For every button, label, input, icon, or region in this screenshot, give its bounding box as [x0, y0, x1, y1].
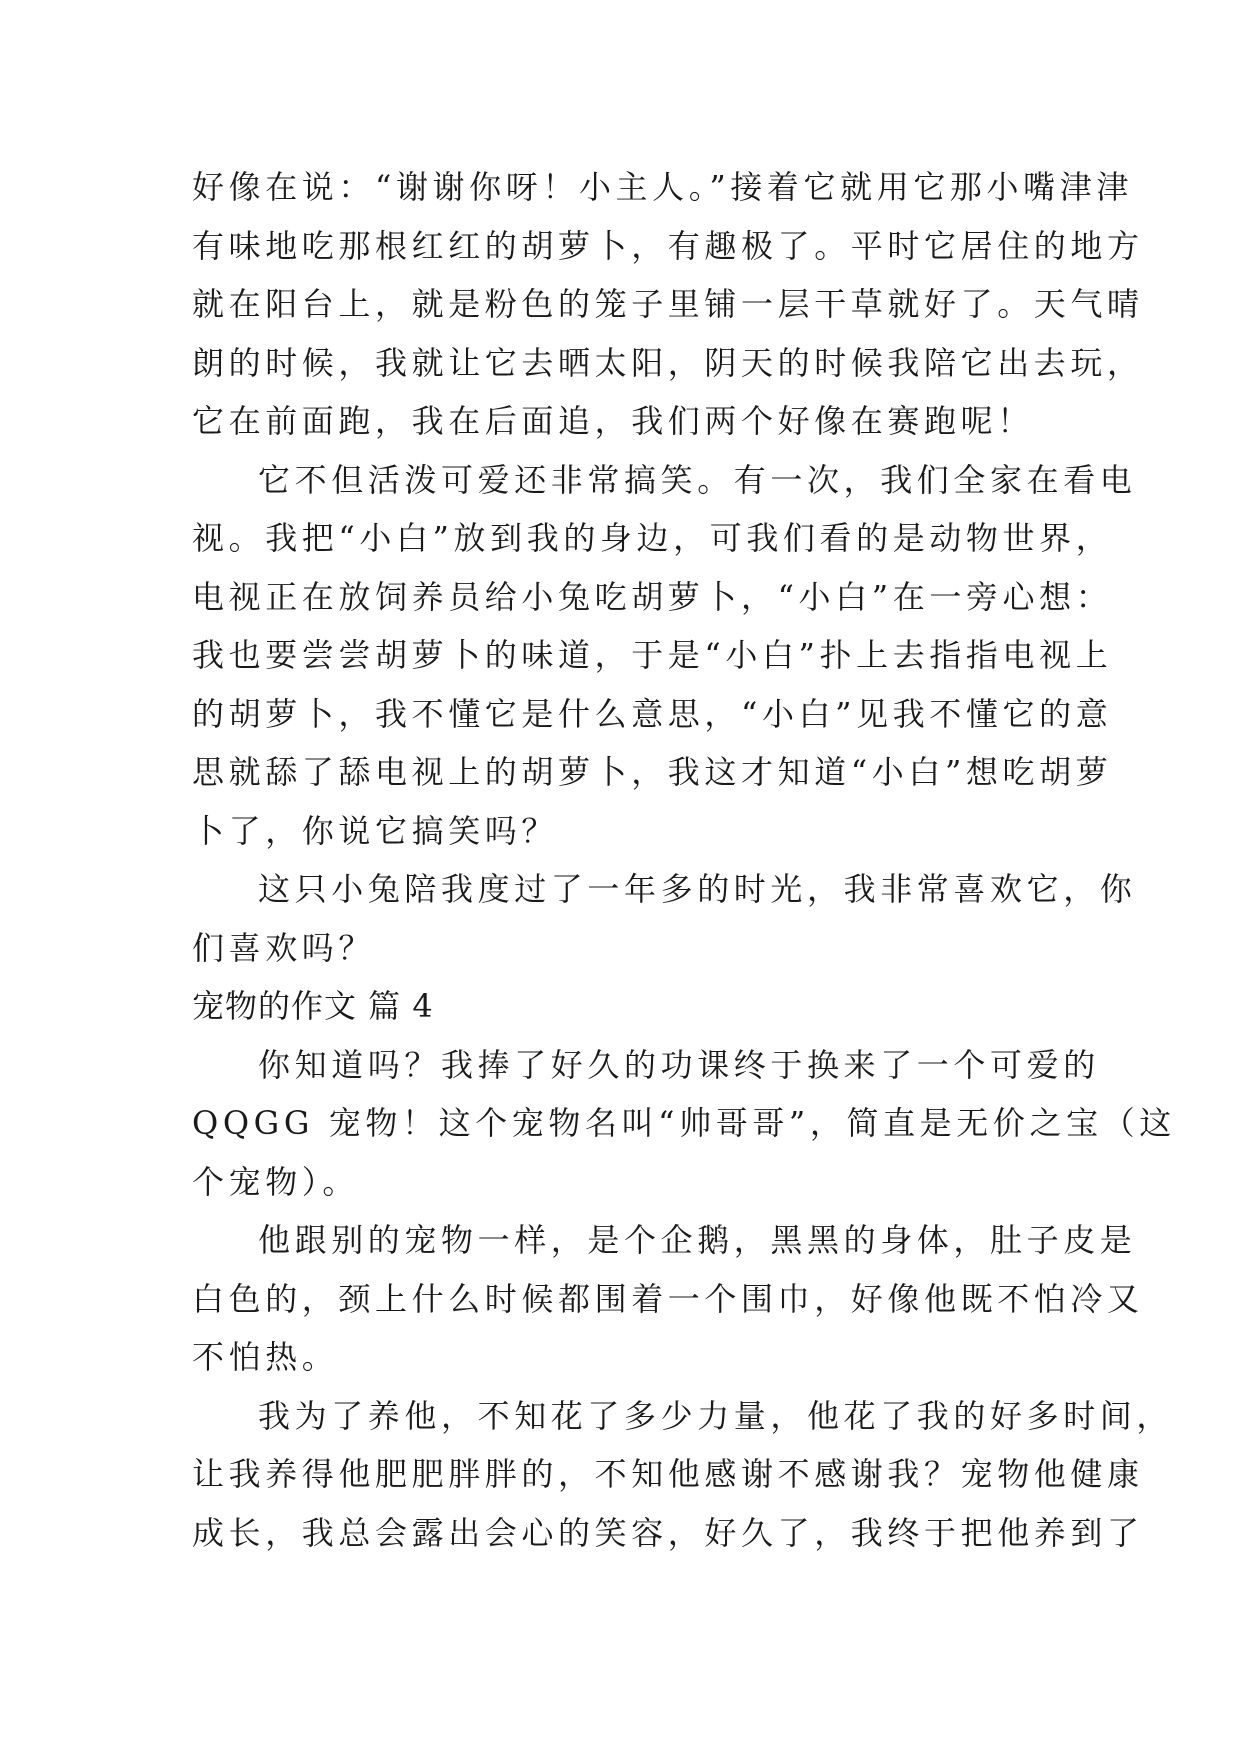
text-line: 思就舔了舔电视上的胡萝卜，我这才知道“小白”想吃胡萝 [192, 753, 1113, 791]
text-line: 成长，我总会露出会心的笑容，好久了，我终于把他养到了 [192, 1513, 1144, 1552]
section-heading: 宠物的作文 篇 4 [192, 987, 434, 1025]
paragraph-first-line: 这只小兔陪我度过了一年多的时光，我非常喜欢它，你 [258, 870, 1137, 908]
text-line: 它在前面跑，我在后面追，我们两个好像在赛跑呢！ [192, 402, 1034, 440]
text-line: 朗的时候，我就让它去晒太阳，阴天的时候我陪它出去玩， [192, 343, 1144, 382]
text-line: QQGG 宠物！这个宠物名叫“帅哥哥”，简直是无价之宝（这 [192, 1104, 1176, 1142]
text-line: 有味地吃那根红红的胡萝卜，有趣极了。平时它居住的地方 [192, 226, 1144, 265]
text-line: 卜了，你说它搞笑吗？ [192, 811, 559, 850]
text-line: 个宠物）。 [192, 1162, 360, 1201]
text-line: 白色的，颈上什么时候都围着一个围巾，好像他既不怕冷又 [192, 1279, 1144, 1318]
paragraph-first-line: 你知道吗？我捧了好久的功课终于换来了一个可爱的 [258, 1045, 1100, 1084]
text-line: 就在阳台上，就是粉色的笼子里铺一层干草就好了。天气晴 [192, 285, 1144, 323]
document-page [192, 158, 1176, 1562]
text-line: 电视正在放饲养员给小兔吃胡萝卜，“小白”在一旁心想： [192, 577, 1113, 616]
text-line: 让我养得他肥肥胖胖的，不知他感谢不感谢我？宠物他健康 [192, 1455, 1144, 1493]
text-line: 我也要尝尝胡萝卜的味道，于是“小白”扑上去指指电视上 [192, 636, 1113, 674]
paragraph-first-line: 他跟别的宠物一样，是个企鹅，黑黑的身体，肚子皮是 [258, 1221, 1137, 1259]
text-line: 视。我把“小白”放到我的身边，可我们看的是动物世界， [192, 519, 1113, 557]
text-line: 们喜欢吗？ [192, 928, 376, 967]
text-line: 好像在说：“谢谢你呀！小主人。”接着它就用它那小嘴津津 [192, 168, 1133, 206]
text-line: 的胡萝卜，我不懂它是什么意思，“小白”见我不懂它的意 [192, 694, 1113, 733]
paragraph-first-line: 我为了养他，不知花了多少力量，他花了我的好多时间， [258, 1396, 1174, 1435]
text-line: 不怕热。 [192, 1338, 339, 1376]
paragraph-first-line: 它不但活泼可爱还非常搞笑。有一次，我们全家在看电 [258, 460, 1137, 499]
